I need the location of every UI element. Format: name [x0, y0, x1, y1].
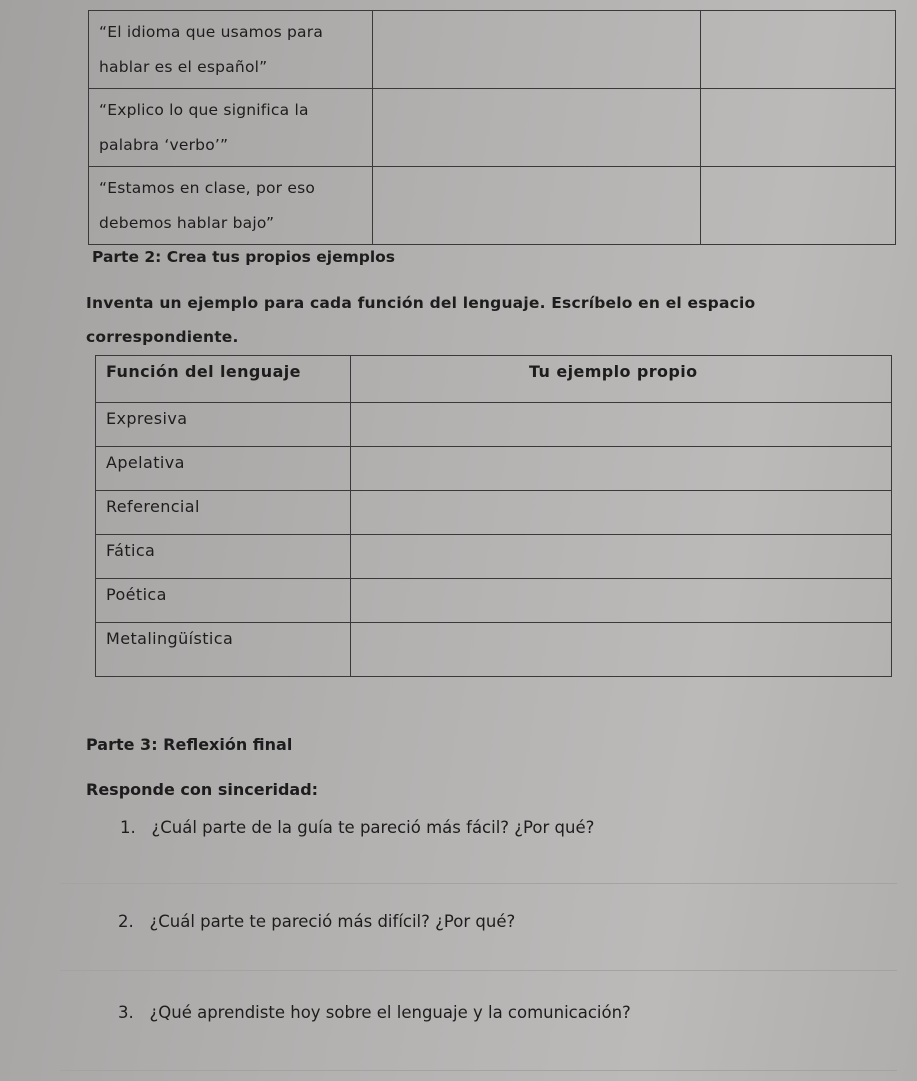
own-examples-table: [95, 355, 892, 677]
question-3: [118, 1003, 631, 1022]
function-name: Metalingüística: [96, 623, 351, 677]
table-row: [89, 11, 896, 89]
table-row: [96, 579, 892, 623]
question-text: ¿Qué aprendiste hoy sobre el lenguaje y la comunicación?: [149, 1003, 631, 1022]
example-cell[interactable]: [351, 491, 892, 535]
question-number: 3.: [118, 1003, 134, 1022]
part2-title: Parte 2: Crea tus propios ejemplos: [92, 248, 396, 266]
functions-identification-table: [88, 10, 896, 245]
example-cell[interactable]: [351, 403, 892, 447]
answer-cell[interactable]: [373, 11, 701, 89]
answer-line[interactable]: [60, 970, 897, 971]
statement-cell: “Estamos en clase, por eso debemos hablar bajo”: [89, 167, 373, 245]
question-text: ¿Cuál parte te pareció más difícil? ¿Por qué?: [149, 912, 516, 931]
table-row: [89, 89, 896, 167]
table-row: [96, 535, 892, 579]
example-cell[interactable]: [351, 535, 892, 579]
answer-line[interactable]: [60, 1070, 897, 1071]
answer-line[interactable]: [60, 883, 897, 884]
table-row: [96, 623, 892, 677]
question-number: 1.: [120, 818, 136, 837]
question-2: [118, 912, 515, 931]
example-cell[interactable]: [351, 579, 892, 623]
part2-instructions: Inventa un ejemplo para cada función del lenguaje. Escríbelo en el espacio correspondiente.: [86, 294, 756, 346]
function-name: Referencial: [96, 491, 351, 535]
function-name: Fática: [96, 535, 351, 579]
part3-title: Parte 3: Reflexión final: [86, 735, 293, 754]
answer-cell[interactable]: [701, 89, 896, 167]
question-1: [120, 818, 594, 837]
table-row: [96, 491, 892, 535]
answer-cell[interactable]: [373, 89, 701, 167]
answer-cell[interactable]: [701, 167, 896, 245]
question-number: 2.: [118, 912, 134, 931]
function-name: Poética: [96, 579, 351, 623]
header-example: Tu ejemplo propio: [351, 356, 892, 403]
table-header-row: [96, 356, 892, 403]
table-row: [89, 167, 896, 245]
answer-cell[interactable]: [701, 11, 896, 89]
header-function: Función del lenguaje: [96, 356, 351, 403]
example-cell[interactable]: [351, 623, 892, 677]
question-text: ¿Cuál parte de la guía te pareció más fácil? ¿Por qué?: [151, 818, 595, 837]
table-row: [96, 447, 892, 491]
statement-cell: “El idioma que usamos para hablar es el español”: [89, 11, 373, 89]
statement-cell: “Explico lo que significa la palabra ‘verbo’”: [89, 89, 373, 167]
example-cell[interactable]: [351, 447, 892, 491]
answer-cell[interactable]: [373, 167, 701, 245]
function-name: Expresiva: [96, 403, 351, 447]
part3-subtitle: Responde con sinceridad:: [86, 780, 319, 799]
function-name: Apelativa: [96, 447, 351, 491]
table-row: [96, 403, 892, 447]
